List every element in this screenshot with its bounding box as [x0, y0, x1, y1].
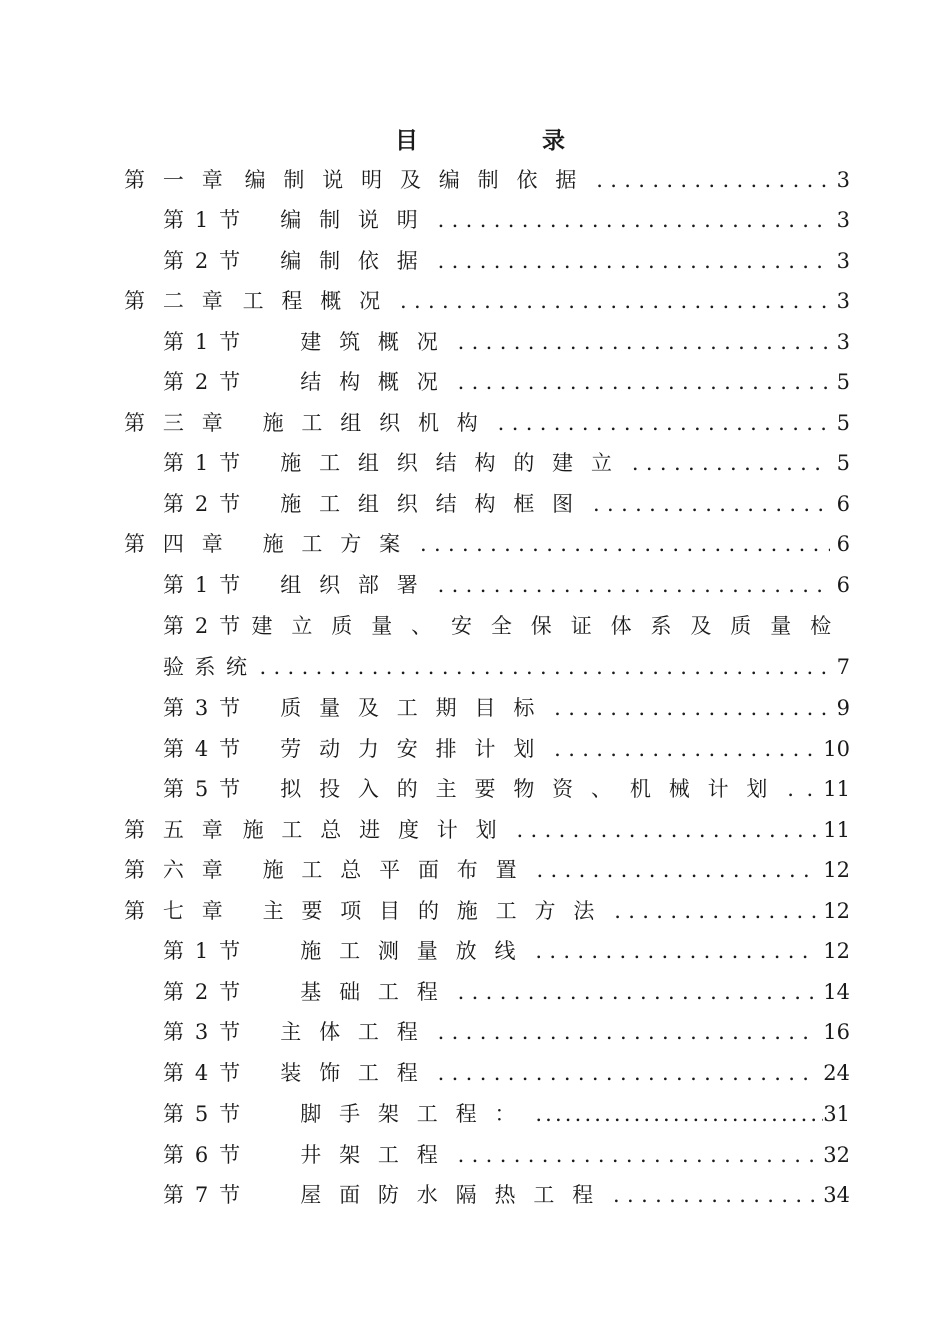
toc-entry-section[interactable]	[163, 688, 850, 728]
toc-entry-section[interactable]	[163, 1094, 850, 1134]
toc-entry-text: 施工总平面布置	[262, 858, 535, 882]
toc-leader-dots	[591, 484, 830, 524]
toc-entry-label: 第 5 节	[163, 777, 243, 801]
toc-entry-label: 第 4 节	[163, 1061, 243, 1085]
toc-leader-dots	[496, 403, 830, 443]
toc-entry-label: 第 1 节	[163, 330, 243, 354]
toc-page-number: 10	[823, 737, 850, 761]
toc-page-number: 16	[823, 1020, 850, 1044]
toc-entry-text: 拟投入的主要物资、机械计划	[280, 777, 786, 801]
toc-leader-dots	[533, 1094, 823, 1134]
toc-entry-label: 第四章	[124, 532, 241, 556]
toc-entry-label: 第 2 节	[163, 980, 243, 1004]
toc-entry-label: 第 1 节	[163, 573, 243, 597]
toc-entry-label: 第五章	[124, 818, 241, 842]
toc-entry-label: 第 3 节	[163, 696, 243, 720]
toc-page-number: 5	[836, 451, 850, 475]
toc-entry-chapter[interactable]	[124, 850, 850, 890]
toc-entry-label: 第 5 节	[163, 1102, 243, 1126]
toc-entry-label: 第 2 节	[163, 249, 243, 273]
toc-leader-dots	[398, 281, 830, 321]
toc-entry-text: 编制说明及编制依据	[244, 168, 595, 192]
toc-entry-section[interactable]	[163, 606, 850, 646]
toc-entry-label: 第 2 节	[163, 614, 243, 638]
toc-entry-text: 脚手架工程：	[300, 1102, 534, 1126]
toc-entry-label: 第 1 节	[163, 451, 243, 475]
toc-entry-label: 第 3 节	[163, 1020, 243, 1044]
toc-leader-dots	[436, 1012, 818, 1052]
toc-entry-text: 装饰工程	[280, 1061, 436, 1085]
toc-page-number: 5	[836, 411, 850, 435]
toc-page-number: 32	[823, 1143, 850, 1167]
toc-leader-dots	[552, 688, 830, 728]
toc-entry-section[interactable]	[163, 443, 850, 483]
toc-entry-section[interactable]	[163, 972, 850, 1012]
toc-page-number: 34	[823, 1183, 850, 1207]
toc-entry-text: 屋面防水隔热工程	[300, 1183, 612, 1207]
toc-entry-chapter[interactable]	[124, 403, 850, 443]
toc-entry-chapter[interactable]	[124, 810, 850, 850]
toc-entry-continuation[interactable]	[163, 647, 850, 687]
toc-entry-text-continued: 验系统	[163, 655, 258, 679]
toc-entry-section[interactable]	[163, 241, 850, 281]
toc-entry-chapter[interactable]	[124, 524, 850, 564]
toc-entry-label: 第 2 节	[163, 370, 243, 394]
toc-entry-text: 施工总进度计划	[242, 818, 515, 842]
toc-entry-chapter[interactable]	[124, 891, 850, 931]
toc-leader-dots	[436, 241, 830, 281]
toc-page-number: 12	[823, 939, 850, 963]
toc-entry-section[interactable]	[163, 484, 850, 524]
toc-page-number: 31	[823, 1102, 850, 1126]
toc-page-number: 3	[836, 168, 850, 192]
page-title: 目 录	[394, 127, 623, 154]
toc-leader-dots	[436, 1053, 818, 1093]
toc-page-number: 3	[836, 249, 850, 273]
toc-leader-dots	[456, 972, 818, 1012]
toc-entry-section[interactable]	[163, 1012, 850, 1052]
toc-leader-dots	[535, 850, 818, 890]
toc-entry-text: 工程概况	[242, 289, 398, 313]
toc-entry-text: 施工组织结构框图	[280, 492, 592, 516]
toc-entry-label: 第 6 节	[163, 1143, 243, 1167]
toc-entry-text: 劳动力安排计划	[280, 737, 553, 761]
toc-entry-text: 建立质量、安全保证体系及质量检	[251, 614, 850, 638]
toc-entry-label: 第一章	[124, 168, 241, 192]
toc-leader-dots	[258, 647, 831, 687]
toc-leader-dots	[785, 769, 817, 809]
toc-entry-label: 第 1 节	[163, 208, 243, 232]
toc-page-number: 12	[823, 858, 850, 882]
toc-entry-chapter[interactable]	[124, 160, 850, 200]
toc-entry-section[interactable]	[163, 362, 850, 402]
toc-entry-section[interactable]	[163, 200, 850, 240]
toc-entry-text: 施工组织结构的建立	[280, 451, 630, 475]
toc-entry-section[interactable]	[163, 1135, 850, 1175]
toc-entry-section[interactable]	[163, 729, 850, 769]
toc-entry-text: 结构概况	[300, 370, 456, 394]
toc-entry-label: 第六章	[124, 858, 241, 882]
toc-entry-text: 主要项目的施工方法	[262, 899, 613, 923]
toc-leader-dots	[436, 565, 830, 605]
toc-entry-text: 编制说明	[280, 208, 436, 232]
toc-entry-section[interactable]	[163, 1053, 850, 1093]
toc-page-number: 14	[823, 980, 850, 1004]
toc-page-number: 3	[836, 208, 850, 232]
toc-leader-dots	[456, 362, 830, 402]
toc-leader-dots	[456, 1135, 818, 1175]
toc-entry-section[interactable]	[163, 565, 850, 605]
toc-page-number: 7	[836, 655, 850, 679]
toc-page-number: 6	[836, 573, 850, 597]
toc-entry-text: 编制依据	[280, 249, 436, 273]
toc-leader-dots	[418, 524, 830, 564]
toc-entry-text: 井架工程	[300, 1143, 456, 1167]
toc-leader-dots	[456, 322, 830, 362]
toc-page-number: 11	[823, 777, 850, 801]
toc-entry-section[interactable]	[163, 931, 850, 971]
toc-entry-label: 第三章	[124, 411, 241, 435]
toc-leader-dots	[533, 931, 817, 971]
toc-entry-text: 组织部署	[280, 573, 436, 597]
toc-page-number: 11	[823, 818, 850, 842]
toc-page-number: 12	[823, 899, 850, 923]
toc-page-number: 6	[836, 492, 850, 516]
toc-entry-section[interactable]	[163, 769, 850, 809]
toc-entry-text: 主体工程	[280, 1020, 436, 1044]
toc-entry-label: 第七章	[124, 899, 241, 923]
toc-entry-label: 第 4 节	[163, 737, 243, 761]
toc-entry-text: 施工组织机构	[262, 411, 496, 435]
toc-entry-label: 第 1 节	[163, 939, 243, 963]
toc-page-number: 3	[836, 289, 850, 313]
toc-entry-text: 质量及工期目标	[280, 696, 553, 720]
toc-leader-dots	[630, 443, 830, 483]
toc-entry-section[interactable]	[163, 322, 850, 362]
toc-leader-dots	[611, 1175, 817, 1215]
toc-entry-section[interactable]	[163, 1175, 850, 1215]
toc-entry-text: 施工方案	[262, 532, 418, 556]
toc-entry-chapter[interactable]	[124, 281, 850, 321]
toc-entry-label: 第二章	[124, 289, 241, 313]
toc-leader-dots	[612, 891, 817, 931]
toc-leader-dots	[552, 729, 817, 769]
toc-leader-dots	[436, 200, 830, 240]
toc-leader-dots	[594, 160, 830, 200]
toc-entry-label: 第 2 节	[163, 492, 243, 516]
toc-leader-dots	[515, 810, 818, 850]
toc-page-number: 5	[836, 370, 850, 394]
toc-entry-text: 建筑概况	[300, 330, 456, 354]
toc-page-number: 3	[836, 330, 850, 354]
toc-entry-label: 第 7 节	[163, 1183, 243, 1207]
toc-entry-text: 施工测量放线	[300, 939, 534, 963]
toc-page-number: 24	[823, 1061, 850, 1085]
toc-page-number: 9	[836, 696, 850, 720]
toc-page-number: 6	[836, 532, 850, 556]
toc-entry-text: 基础工程	[300, 980, 456, 1004]
